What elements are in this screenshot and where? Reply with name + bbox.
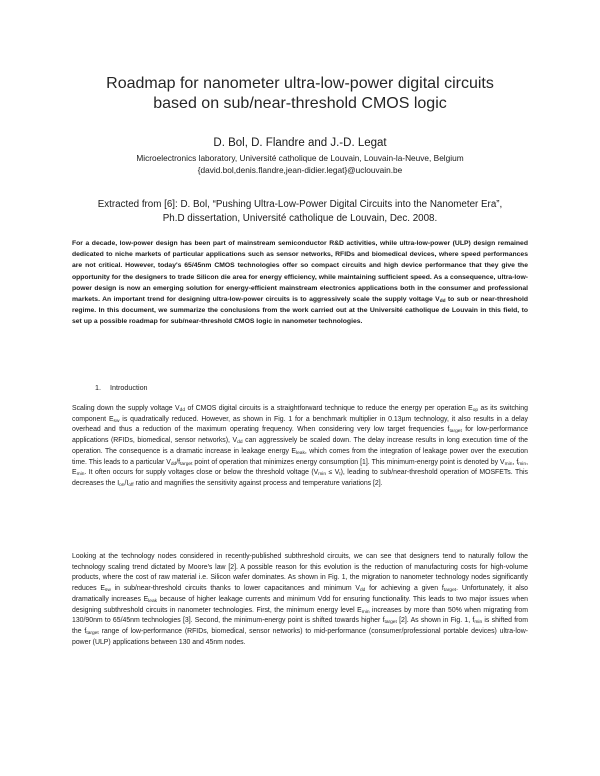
section-number: 1. (95, 383, 101, 392)
abstract: For a decade, low-power design has been part of mainstream semiconductor R&D activities, while ultra-low-power (ULP) design remained dedicated to niche markets of particular applications such as sensor networks, RFIDs and biomedical devices, where speed performances are not critical. However, today's 65/45nm CMOS technologies offer so compact circuits and high device performance that they give the opportunity for the designers to trade Silicon die area for energy efficiency, while maintaining sufficient speed. As a consequence, ultra-low-power design is now an emerging solution for energy-efficient mainstream electronics applications both in the consumer and professional markets. An important trend for designing ultra-low-power circuits is to aggressively scale the supply voltage $V_{dd}$ to sub or near-threshold regime. In this document, we summarize the conclusions from the work carried out at the Université catholique de Louvain in this field, to set up a possible roadmap for sub/near-threshold CMOS logic in nanometer technologies. (72, 240, 528, 326)
intro-paragraph-2: Looking at the technology nodes considered in recently-published subthreshold circuits, we can see that designers tend to naturally follow the technology scaling trend dictated by Moore's law [2]. A possible reason for this evolution is the reduction of manufacturing costs for high-volume products, where the cost of raw material i.e. Silicon wafer dominates. As shown in Fig. 1, the migration to nanometer technology nodes significantly reduces $E_{sw}$ in sub/near-threshold circuits thanks to lower capacitances and minimum $V_{dd}$ for achieving a given $f_{target}$. Unfortunately, it also dramatically increases $E_{leak}$ because of higher leakage currents and minimum Vdd for ensuring functionality. This leads to two major issues when designing subthreshold circuits in nanometer technologies. First, the minimum energy level $E_{min}$ increases by more than 50% when migrating from 130/90nm to 65/45nm technologies [3]. Second, the minimum-energy point is shifted towards higher $f_{target}$ [2]. As shown in Fig. 1, $f_{min}$ is shifted from the $f_{target}$ range of low-performance (RFIDs, biomedical, sensor networks) to mid-performance (consumer/professional portable devices) ultra-low-power (ULP) applications between 130 and 45nm nodes. (72, 553, 528, 646)
title-line-2: based on sub/near-threshold CMOS logic (153, 95, 447, 112)
affiliation (60, 153, 540, 176)
authors: D. Bol, D. Flandre and J.-D. Legat (213, 137, 387, 149)
extract-note (60, 198, 540, 225)
extract-line-2: Ph.D dissertation, Université catholique de Louvain, Dec. 2008. (162, 212, 438, 224)
affiliation-emails: {david.bol,denis.flandre,jean-didier.legat}@uclouvain.be (197, 164, 403, 175)
intro-paragraph-1: Scaling down the supply voltage $V_{dd}$ of CMOS digital circuits is a straightforward technique to reduce the energy per operation $E_{op}$ as its switching component $E_{sw}$ is quadratically reduced. However, as shown in Fig. 1 for a benchmark multiplier in 0.13µm technology, it also results in a delay overhead and thus a reduction of the maximum operating frequency. When considering very low target frequencies $f_{target}$ for low-performance applications (RFIDs, biomedical, sensor networks), $V_{dd}$ can aggressively be scaled down. The delay increase results in long execution time of the operation. The consequence is a dramatic increase in leakage energy $E_{leak}$, which comes from the integration of leakage power over the execution time. This leads to a particular $V_{dd}/f_{target}$ point of operation that minimizes energy consumption [1]. This minimum-energy point is denoted by $V_{min}$, $f_{min}$, $E_{min}$. It often occurs for supply voltages close or below the threshold voltage $(V_{min} \le V_t)$, leading to sub/near-threshold operation of MOSFETs. This decreases the $I_{on}/I_{off}$ ratio and magnifies the sensitivity against process and temperature variations [2]. (72, 405, 529, 488)
extract-line-1: Extracted from [6]: D. Bol, “Pushing Ultra-Low-Power Digital Circuits into the Nanometer Era”, (97, 199, 503, 210)
affiliation-line-1: Microelectronics laboratory, Université catholique de Louvain, Louvain-la-Neuve, Belgium (136, 153, 464, 163)
paper-title (60, 74, 540, 114)
section-title: Introduction (110, 383, 148, 392)
title-line-1: Roadmap for nanometer ultra-low-power digital circuits (106, 75, 494, 92)
section-heading-introduction (95, 383, 148, 393)
